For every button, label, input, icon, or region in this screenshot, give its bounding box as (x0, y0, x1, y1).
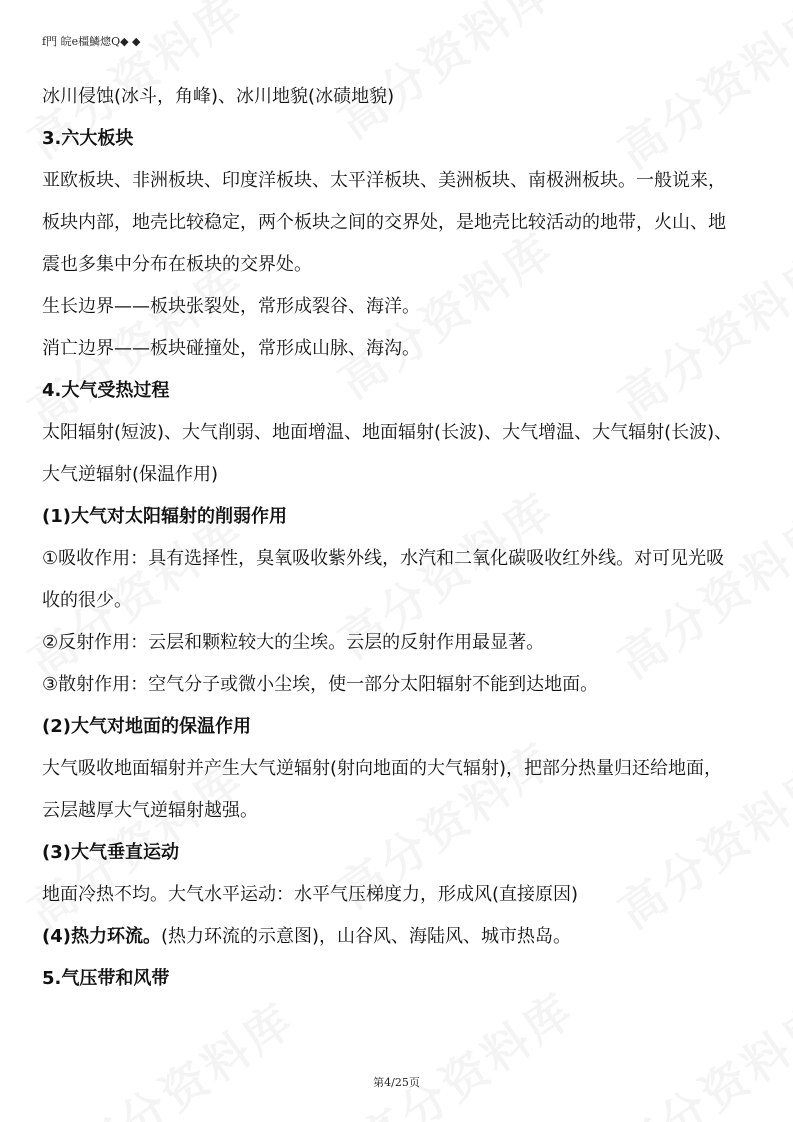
watermark (604, 984, 793, 1122)
text-line: 太阳辐射(短波)、大气削弱、地面增温、地面辐射(长波)、大气增温、大气辐射(长波)、 (42, 422, 733, 443)
text-line: 消亡边界——板块碰撞处，常形成山脉、海沟。 (42, 338, 420, 359)
text-line: ②反射作用：云层和颗粒较大的尘埃。云层的反射作用最显著。 (42, 632, 545, 653)
text-line: 大气逆辐射(保温作用) (42, 464, 219, 485)
page-header: f門 皖e橿鱗熜Q◆ ◆ (42, 35, 141, 48)
text-line: ①吸收作用：具有选择性，臭氧吸收紫外线，水汽和二氧化碳吸收红外线。对可见光吸 (42, 548, 725, 569)
page-number: 第4/25页 (373, 1076, 420, 1089)
document-body (42, 76, 754, 1000)
text-line: 生长边界——板块张裂处，常形成裂谷、海洋。 (42, 296, 420, 317)
text-line: 冰川侵蚀(冰斗，角峰)、冰川地貌(冰碛地貌) (42, 86, 395, 107)
section-heading: 3.六大板块 (42, 128, 134, 149)
text-run: (热力环流的示意图)，山谷风、海陆风、城市热岛。 (160, 926, 572, 947)
watermark (64, 984, 307, 1122)
subsection-heading: (2)大气对地面的保温作用 (42, 716, 251, 737)
text-line: 收的很少。 (42, 590, 132, 611)
text-line: 云层越厚大气逆辐射越强。 (42, 800, 258, 821)
subsection-heading: (3)大气垂直运动 (42, 842, 179, 863)
text-line: 地面冷热不均。大气水平运动：水平气压梯度力，形成风(直接原因) (42, 884, 579, 905)
mixed-line (42, 916, 754, 958)
section-heading: 5.气压带和风带 (42, 968, 170, 989)
text-line: 震也多集中分布在板块的交界处。 (42, 254, 312, 275)
subsection-heading: (4)热力环流。 (42, 926, 161, 947)
text-line: ③散射作用：空气分子或微小尘埃，使一部分太阳辐射不能到达地面。 (42, 674, 599, 695)
section-heading: 4.大气受热过程 (42, 380, 170, 401)
text-line: 板块内部，地壳比较稳定，两个板块之间的交界处，是地壳比较活动的地带，火山、地 (42, 212, 726, 233)
text-line: 大气吸收地面辐射并产生大气逆辐射(射向地面的大气辐射)，把部分热量归还给地面， (42, 758, 723, 779)
text-line: 亚欧板块、非洲板块、印度洋板块、太平洋板块、美洲板块、南极洲板块。一般说来， (42, 170, 726, 191)
subsection-heading: (1)大气对太阳辐射的削弱作用 (42, 506, 287, 527)
